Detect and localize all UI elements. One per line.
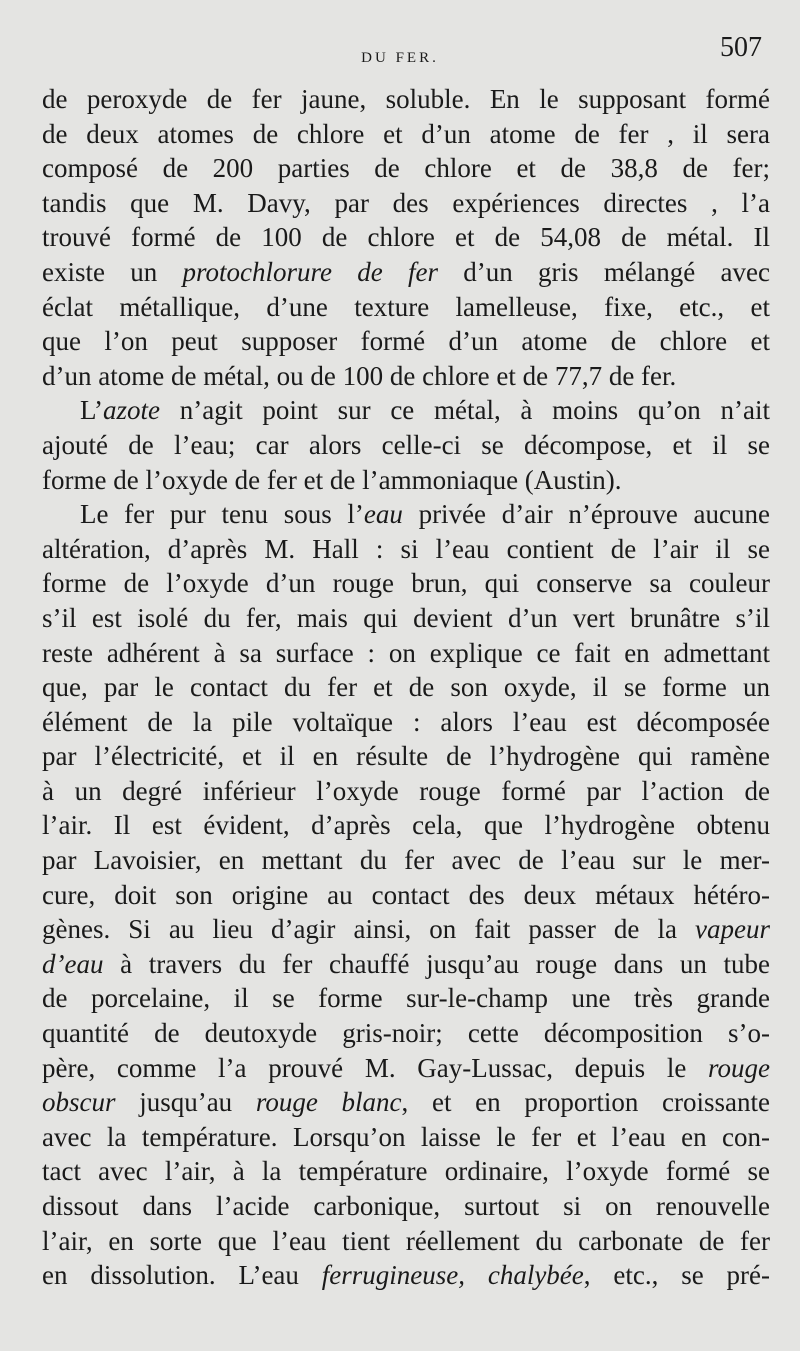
text-span: jusqu’au: [115, 1087, 256, 1118]
text-span: privée d’air n’éprouve aucune: [402, 499, 770, 530]
text-line: [42, 428, 770, 463]
italic-text-span: obscur: [42, 1087, 116, 1118]
text-span: de porcelaine, il se forme sur-le-champ une très grande: [42, 983, 770, 1014]
page-number: 507: [720, 32, 762, 63]
text-span: de peroxyde de fer jaune, soluble. En le supposant formé: [42, 84, 770, 114]
text-line: [42, 912, 770, 947]
text-line: [42, 705, 770, 740]
text-line: [42, 636, 770, 671]
text-span: avec la température. Lorsqu’on laisse le fer et l’eau en con-: [42, 1121, 770, 1152]
text-line: [42, 1085, 770, 1120]
text-span: ajouté de l’eau; car alors celle-ci se décompose, et il se: [42, 429, 770, 460]
italic-text-span: d’eau: [42, 948, 104, 979]
text-span: élément de la pile voltaïque : alors l’eau est décomposée: [42, 706, 770, 737]
text-line: [42, 463, 770, 498]
text-line: [42, 255, 770, 290]
text-line: [42, 359, 770, 394]
text-span: reste adhérent à sa surface : on explique ce fait en admettant: [42, 637, 770, 668]
text-line: [42, 290, 770, 325]
text-line: [42, 1051, 770, 1086]
text-line: [42, 220, 770, 255]
text-line: [42, 1154, 770, 1189]
text-line: [42, 878, 770, 913]
text-span: que, par le contact du fer et de son oxyde, il se forme un: [42, 672, 770, 703]
text-line: [42, 1016, 770, 1051]
text-line: [42, 981, 770, 1016]
text-span: éclat métallique, d’une texture lamelleuse, fixe, etc., et: [42, 291, 770, 322]
text-line: [42, 670, 770, 705]
text-span: cure, doit son origine au contact des deux métaux hétéro-: [42, 879, 770, 910]
italic-text-span: azote: [103, 395, 161, 426]
text-span: , et en proportion croissante: [401, 1087, 770, 1118]
text-span: L’: [80, 395, 104, 426]
text-span: Le fer pur tenu sous l’: [80, 499, 364, 530]
text-line: [42, 117, 770, 152]
text-span: forme de l’oxyde de fer et de l’ammoniaque (Austin).: [42, 464, 622, 495]
text-line: [42, 393, 770, 428]
text-line: [42, 1258, 770, 1293]
italic-text-span: eau: [363, 499, 403, 530]
text-line: [42, 808, 770, 843]
text-span: de deux atomes de chlore et d’un atome de fer , il sera: [42, 118, 770, 149]
text-line: [42, 947, 770, 982]
text-span: l’air, en sorte que l’eau tient réellement du carbonate de fer: [42, 1225, 770, 1256]
text-span: d’un gris mélangé avec: [438, 256, 770, 287]
text-span: dissout dans l’acide carbonique, surtout si on renouvelle: [42, 1191, 770, 1221]
text-span: par Lavoisier, en mettant du fer avec de l’eau sur le mer-: [42, 845, 770, 876]
text-line: [42, 186, 770, 221]
italic-text-span: protochlorure de fer: [182, 256, 439, 287]
text-span: forme de l’oxyde d’un rouge brun, qui conserve sa couleur: [42, 568, 770, 599]
italic-text-span: rouge: [708, 1052, 770, 1083]
text-line: [42, 774, 770, 809]
text-span: n’agit point sur ce métal, à moins qu’on n’ait: [160, 395, 770, 426]
text-span: quantité de deutoxyde gris-noir; cette décomposition s’o-: [42, 1018, 770, 1049]
text-line: [42, 324, 770, 359]
running-title: DU FER.: [361, 50, 439, 66]
text-line: [42, 532, 770, 567]
text-span: l’air. Il est évident, d’après cela, que l’hydrogène obtenu: [42, 810, 770, 841]
text-span: trouvé formé de 100 de chlore et de 54,08 de métal. Il: [42, 222, 770, 253]
text-span: par l’électricité, et il en résulte de l’hydrogène qui ramène: [42, 741, 770, 772]
text-span: père, comme l’a prouvé M. Gay-Lussac, depuis le: [42, 1052, 708, 1083]
text-span: en dissolution. L’eau: [42, 1260, 322, 1291]
text-span: altération, d’après M. Hall : si l’eau contient de l’air il se: [42, 533, 770, 564]
text-line: [42, 497, 770, 532]
text-span: composé de 200 parties de chlore et de 38,8 de fer;: [42, 153, 770, 184]
text-span: d’un atome de métal, ou de 100 de chlore et de 77,7 de fer.: [42, 360, 677, 391]
text-span: que l’on peut supposer formé d’un atome de chlore et: [42, 326, 770, 357]
text-span: tact avec l’air, à la température ordinaire, l’oxyde formé se: [42, 1156, 770, 1187]
text-span: existe un: [42, 256, 183, 287]
italic-text-span: rouge blanc: [255, 1087, 402, 1118]
italic-text-span: ferrugineuse, chalybée: [321, 1260, 584, 1291]
text-span: à travers du fer chauffé jusqu’au rouge dans un tube: [103, 948, 770, 979]
text-line: [42, 1189, 770, 1224]
text-span: tandis que M. Davy, par des expériences directes , l’a: [42, 187, 770, 218]
body-text: [42, 82, 770, 1293]
text-line: [42, 1224, 770, 1259]
text-line: [42, 82, 770, 117]
text-span: à un degré inférieur l’oxyde rouge formé par l’action de: [42, 775, 770, 806]
text-line: [42, 601, 770, 636]
text-line: [42, 151, 770, 186]
text-line: [42, 739, 770, 774]
italic-text-span: vapeur: [695, 914, 770, 945]
text-line: [42, 566, 770, 601]
text-line: [42, 843, 770, 878]
text-span: gènes. Si au lieu d’agir ainsi, on fait passer de la: [42, 914, 696, 945]
text-line: [42, 1120, 770, 1155]
text-span: , etc., se pré-: [583, 1260, 770, 1291]
text-span: s’il est isolé du fer, mais qui devient d’un vert brunâtre s’il: [42, 602, 770, 633]
